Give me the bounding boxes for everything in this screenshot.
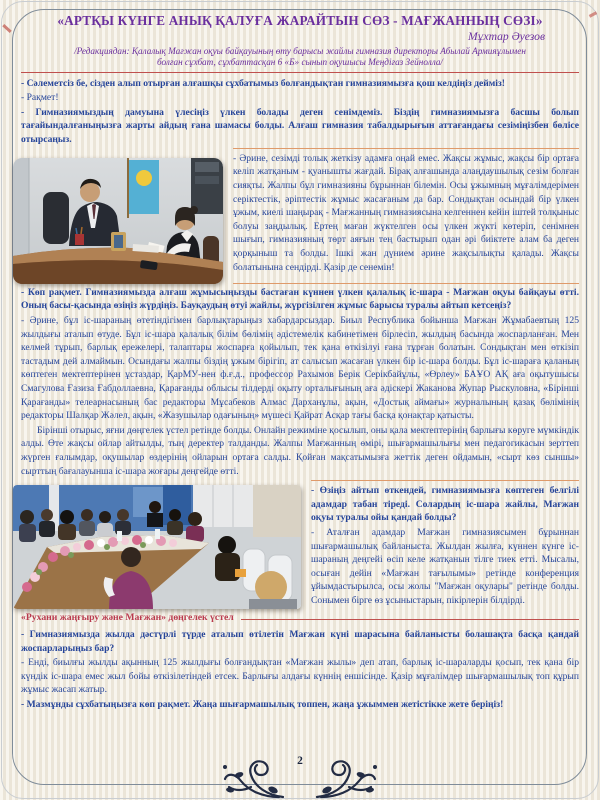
footer-ornament bbox=[215, 755, 385, 799]
answer-guests: - Аталған адамдар Мағжан гимназиясымен бұрыннан шығармашылық байланыста. Жылдан жылға, күннен күнге іс-шараның деңгейі өсіп келе жатқанын тілге тиек етті. Мысалы, осыған дейін «Мағжан тағылымы» ретінде конференция ұйымдастырылса, осы жолы "Мағжан оқулары" ретінде болды. Сонымен бірге өз ұсыныстарын, пікірлерін білдірді. bbox=[311, 527, 579, 607]
question-contest: - Көп рақмет. Гимназиямызда алғаш жұмысыңызды бастаған күннен үлкен қалалық іс-шара - Мағжан оқуы байқауы өтті. Оның басы-қасында өзіңіз жүрдіңіз. Бауқаудың өтуі жайлы, жүргізілген жұмыс барысы туралы айтып кетсеңіз? bbox=[21, 286, 579, 312]
answer-contest-part1: - Әрине, бұл іс-шараның өтетіндігімен барлықтарыңыз хабардарсыздар. Биыл Республика бойынша Мағжан Жұмабаевтың 125 жылдығы аталып өтуде. Бұл іс-шара қалалық білім бөлімің әдістемелік кабинетімен бірлесіп, жылдың басында жоспарланған. Мен келмей тұрып, барлық ережелері, талаптары жоспарға қойылып, тек қана өткізілуі ғана тұрған болатын. Сондықтан мен өткізіп тастадым дей алмаймын. Осындағы жалпы біздің ұжым бірігіп, ат салысып жасаған үлкен бір іс-шара болды. Бұл іс-шараға қаланың көптеген мектептерінен ұстаздар, ҚарМУ-нен ф.ғ.д., профессор Рахымов Берік Серікбайұлы, «Өрлеу» БАҰО АҚ аға оқытушысы Смагулова Ғазиза Ғабдоллаевна, Қарағанды облысы тілдерді оқыту орталығының аға әдіскері Жаканова Жупар Рыскуловна, «Бірінші Қарағанды» телеарнасының бас редакторы Мұсабеков Алмас Дарханұлы, ақын, «Достық аймағы» журналының қазақ бөлімінің редакторы Шалқар Жәлел, ақын, «Жазушылар одағының» мүшесі Қайрат Асқар тағы басқа қонақтар қатысты. bbox=[21, 314, 579, 422]
article-title: «АРТҚЫ КҮНГЕ АНЫҚ ҚАЛУҒА ЖАРАЙТЫН СӨЗ - МАҒЖАННЫҢ СӨЗІ» bbox=[57, 13, 543, 28]
scan-artifact-top-left bbox=[2, 24, 11, 33]
question-welcome: - Сәлеметсіз бе, сізден алып отырған алғашқы сұхбатымыз болғандықтан гимназиямызға қош келдіңіз дейміз! bbox=[21, 77, 505, 89]
answer-impression: - Әрине, сезімді толық жеткізу адамға оңай емес. Жақсы жұмыс, жақсы бір ортаға келіп жатқаным - қуанышты жағдай. Бірақ алғашында алаңдаушылық сезім болған сияқты. Жалпы бұл гимназияны бұрыннан білемін. Осы ұжымның мұғалімдерімен серіктестік, әріптестік жұмыс жасағаным да бар. Сондықтан осындай бір үлкен ұжым, киелі шаңырақ - Мағжанның гимназиясына келгеннен кейін іштей толқыныс болуы заңдылық. Ертең маған жүктелген осы үлкен жүкті көтеріп, сенімнен шығып, гимназияның төрт аяғын тең бастырып одан әрі биіктете алам ба деген қорқыныш та болды. Ішкі жан дүнием әрине жақсылықты қалады. Жақсы болатынына сендірді. Қазір де сенемін! bbox=[233, 152, 579, 273]
answer-thanks: - Рақмет! bbox=[21, 92, 59, 104]
flourish-left-icon bbox=[221, 757, 285, 799]
scan-artifact-top-right bbox=[589, 11, 597, 17]
interview-photo-image bbox=[13, 158, 223, 284]
article-body bbox=[21, 13, 579, 713]
guests-column bbox=[311, 480, 579, 609]
answer-impression-column bbox=[233, 148, 579, 284]
photo-caption-row bbox=[21, 611, 579, 625]
question-plans: - Гимназиямызда жылда дәстүрлі түрде аталып өтілетін Мағжан күні шарасына байланысты болашақта басқа қандай жоспарларыңыз бар? bbox=[21, 628, 579, 654]
header-divider bbox=[21, 72, 579, 73]
roundtable-photo-frame bbox=[13, 485, 301, 609]
interview-photo-section bbox=[21, 148, 579, 284]
roundtable-photo-caption: «Рухани жаңғыру және Мағжан» дөңгелек үстел bbox=[21, 612, 234, 624]
page-number: 2 bbox=[297, 755, 303, 767]
flourish-right-icon bbox=[315, 757, 379, 799]
answer-plans: - Енді, биылғы жылды ақынның 125 жылдығы болғандықтан «Мағжан жылы» деп атап, барлық іс-шараларды қосып, тек қана бір күндік іс-шара емес жыл бойы өткізілетіндей етсек. Барлығы алдағы күннің еншісінде. Қазір мұғалімдер шығармашылық топ құрып жұмыс жасап жатыр. bbox=[21, 657, 579, 696]
question-guests: - Өзіңіз айтып өткендей, гимназиямызға көптеген белгілі адамдар табан тіреді. Солардың іс-шара жайлы, Мағжан оқуы туралы ойы қандай болды? bbox=[311, 485, 579, 524]
interview-photo-frame bbox=[13, 158, 223, 284]
question-impression: - Гимназиямыздың дамуына үлесіңіз үлкен болады деген сенімдеміз. Біздің гимназиямызға басшы болып тағайындалғаныңызға жарты айдың ғана шамасы болды. Алғаш гимназия табалдырығын аттағандағы сезіміңізбен бөлісе отырсаңыз. bbox=[21, 106, 579, 146]
editorial-note: /Редакциядан: Қалалық Мағжан оқуы байқауының өту барысы жайлы гимназия директоры Абылай Армияұлымен болған сұхбат, сұхбаттасқан 6 «Б» сынып оқушысы Меңдіғаз Зейнолла/ bbox=[74, 45, 526, 68]
roundtable-photo-section bbox=[21, 480, 579, 609]
caption-divider bbox=[241, 619, 579, 620]
closing-remark: - Мазмұнды сұхбатыңызға көп рақмет. Жаңа шығармашылық топпен, жаңа ұжыммен жетістікке жете беріңіз! bbox=[21, 699, 504, 711]
roundtable-photo-image bbox=[13, 485, 301, 609]
answer-contest-part2: Бірінші отырыс, яғни дөңгелек үстел ретінде болды. Онлайн режиміне қосылып, оны қала мектептерінің барлығы көруге мүмкіндік алды. Өте жақсы ойлар айтылды, тың деректер талданды. Жалпы Мағжанның өмірі, шығармашылығы мен педагогикасын зерттеп жүрген ғалымдар, оқушылар өздерінің ойларын ортаға салды. Қойған мақсатымызға жеттік деген ойдамын, «сырт көз сыншы» сырттың бағалауынша іс-шара жоғары деңгейде өтті. bbox=[21, 424, 579, 477]
epigraph-author: Мұхтар Әуезов bbox=[467, 30, 545, 44]
